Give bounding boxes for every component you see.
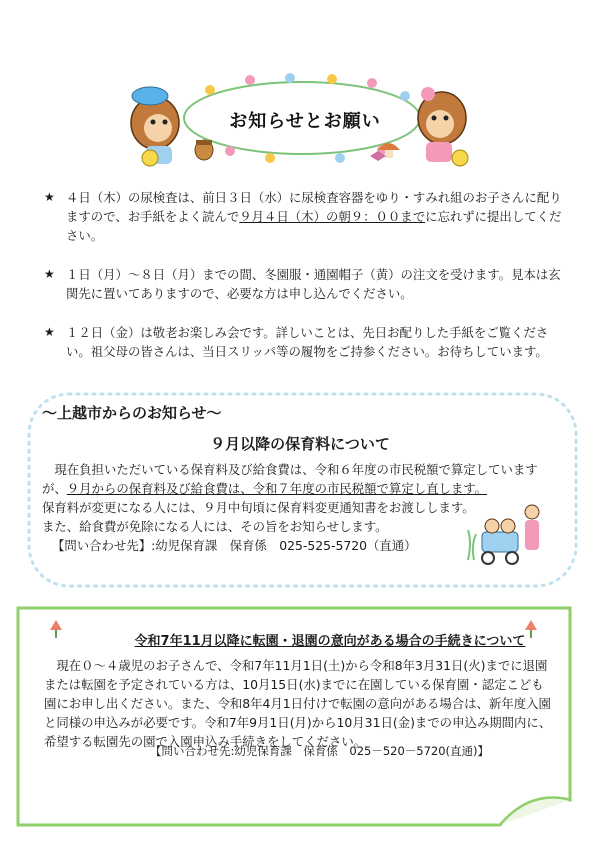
- list-item: [44, 188, 564, 245]
- city-contact: 【問い合わせ先】:幼児保育課 保育係 025-525-5720（直通）: [52, 538, 417, 553]
- city-text-line: 保育料が変更になる人には、９月中旬頃に保育料変更通知書をお渡しします。: [42, 500, 475, 515]
- family-stroller-icon: [462, 500, 552, 570]
- family-stroller-illustration: [462, 500, 552, 570]
- city-notice-title: ９月以降の保育料について: [210, 435, 390, 453]
- city-text-underlined: ９月からの保育料及び給食費は、令和７年度の市民税額で算定し直します。: [66, 481, 488, 496]
- page-title: お知らせとお願い: [229, 111, 381, 132]
- notice-text: ４日（木）の尿検査は、前日３日（水）に尿検査容器をゆり・すみれ組のお子さんに配りますので、お手紙をよく読んで: [66, 190, 562, 224]
- list-item: [44, 323, 564, 361]
- star-bullet-icon: ★: [44, 190, 55, 204]
- chick-icon: [142, 150, 158, 166]
- chick-icon-right: [452, 150, 468, 166]
- star-bullet-icon: ★: [44, 267, 55, 281]
- transfer-notice-body: [44, 656, 556, 751]
- transfer-notice-title: 令和7年11月以降に転園・退園の意向がある場合の手続きについて: [134, 634, 526, 649]
- city-notice-heading: ～上越市からのお知らせ～: [42, 404, 222, 422]
- city-text-line: また、給食費が免除になる人には、その旨をお知らせします。: [42, 519, 388, 534]
- transfer-text: 現在０～４歳児のお子さんで、令和7年11月1日(土)から令和8年3月31日(火)までに退園または転園を予定されている方は、10月15日(水)までに在園している保育園・認定こども園にお申し出ください。また、令和8年4月1日付けで転園の意向がある場合は、新年度入園と同様の申込みが必要です。令和7年9月1日(月)から10月31日(金)までの申込み期間内に、希望する転園先の園で入園申込み手続きをしてください。: [44, 658, 552, 749]
- notice-text: １日（月）～８日（月）までの間、冬園服・通園帽子（黄）の注文を受けます。見本は玄関先に置いてありますので、必要な方は申し込んでください。: [66, 267, 561, 301]
- acorn-icon: [195, 140, 213, 160]
- star-bullet-icon: ★: [44, 325, 55, 339]
- notice-text: １２日（金）は敬老お楽しみ会です。詳しいことは、先日お配りした手紙をご覧ください。祖父母の皆さんは、当日スリッパ等の履物をご持参ください。お待ちしています。: [66, 325, 549, 359]
- header-banner: [120, 68, 480, 178]
- notice-deadline: ９月４日（木）の朝９：００まで: [239, 209, 426, 224]
- city-text-line: 現在負担いただいている保育料及び給食費は、令和６年度の市民税額で算定していますが、: [42, 462, 538, 496]
- notice-text-end: に忘れずに提出してください。: [66, 209, 562, 243]
- transfer-contact: 【問い合わせ先:幼児保育課 保育係 025－520－5720(直通)】: [150, 744, 490, 758]
- list-item: [44, 265, 564, 303]
- notice-list: [44, 188, 564, 381]
